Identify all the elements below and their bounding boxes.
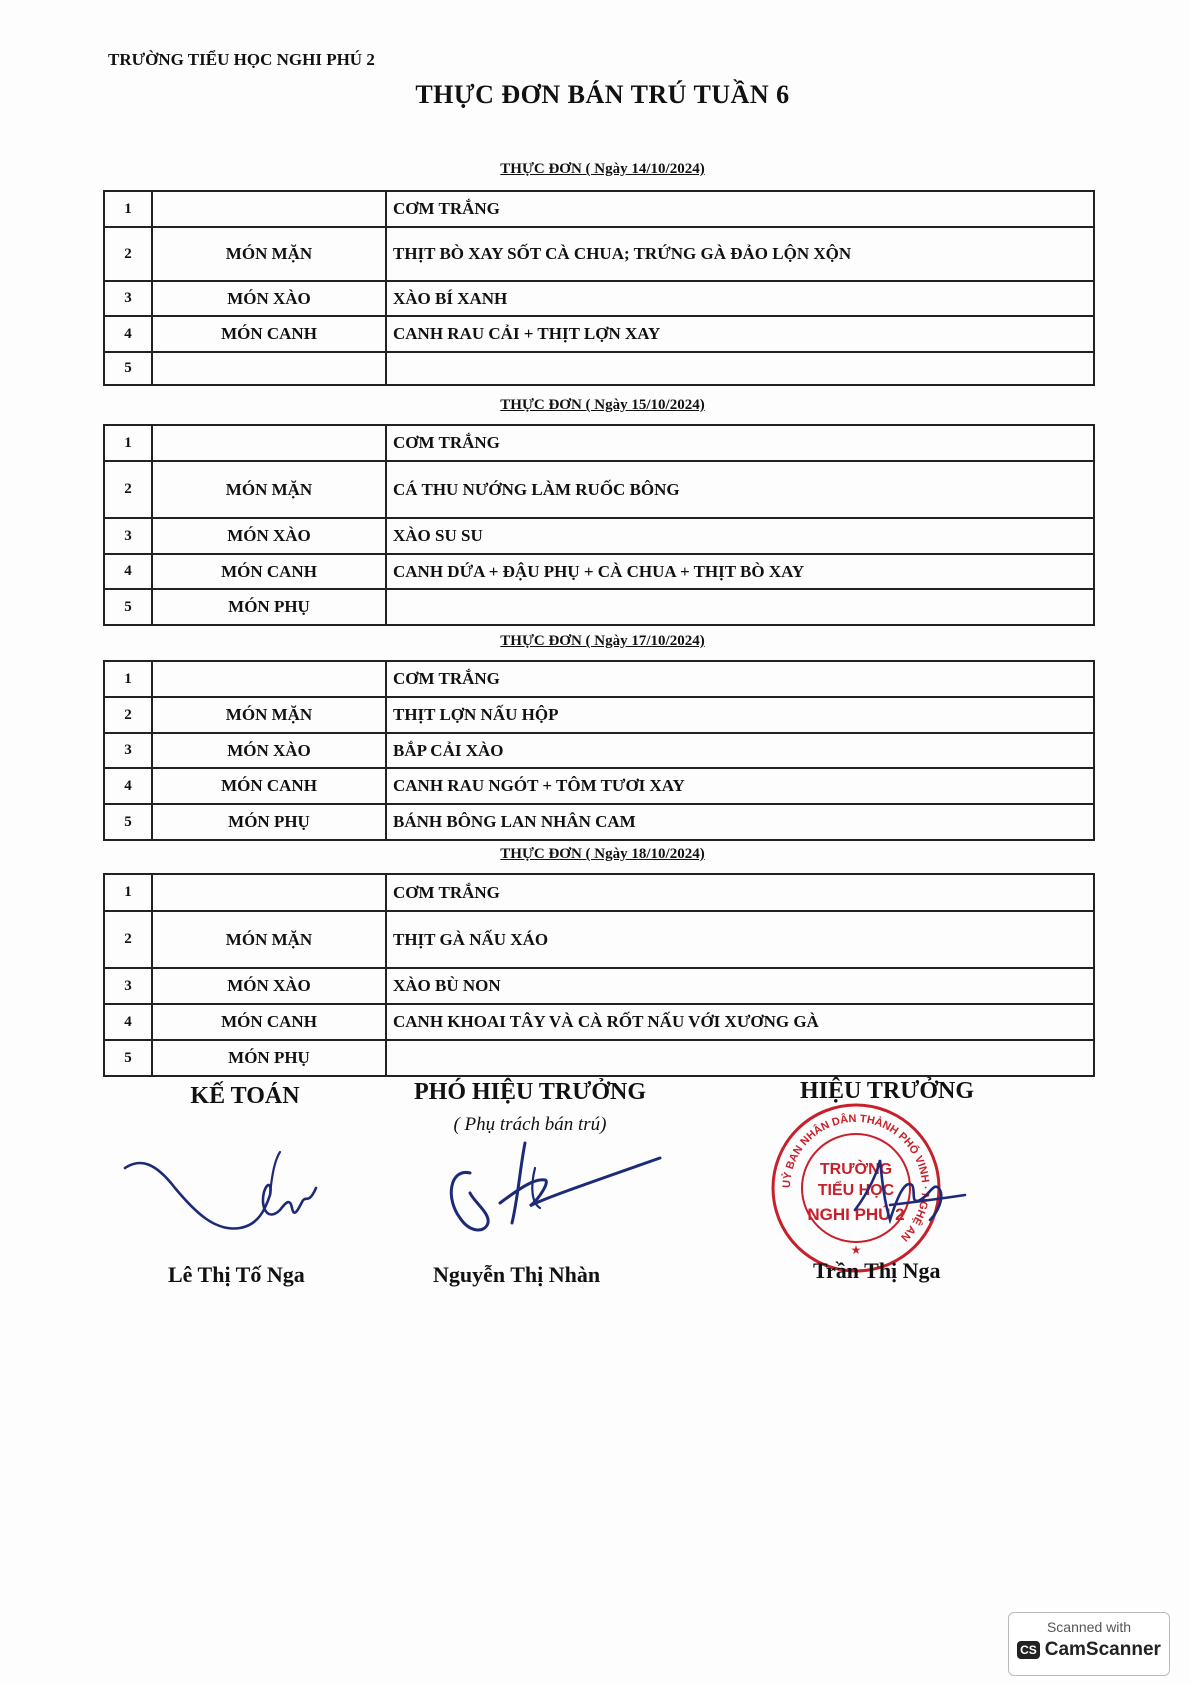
- vice-principal-signature: [440, 1128, 670, 1258]
- table-row: [104, 697, 1094, 733]
- dish-category: MÓN XÀO: [152, 518, 386, 554]
- watermark-brand: CamScanner: [1044, 1639, 1161, 1660]
- row-number: 5: [104, 804, 152, 840]
- dish-category: MÓN MẶN: [152, 461, 386, 518]
- row-number: 4: [104, 768, 152, 804]
- stamp-star-icon: ★: [850, 1243, 862, 1257]
- dish-category: MÓN XÀO: [152, 733, 386, 768]
- dish-name: [386, 1040, 1094, 1076]
- dish-name: CANH KHOAI TÂY VÀ CÀ RỐT NẤU VỚI XƯƠNG GÀ: [386, 1004, 1094, 1040]
- table-row: [104, 1040, 1094, 1076]
- table-row: [104, 804, 1094, 840]
- menu-table: [103, 660, 1095, 841]
- row-number: 5: [104, 589, 152, 625]
- dish-name: CƠM TRẮNG: [386, 874, 1094, 911]
- table-row: [104, 554, 1094, 589]
- dish-category: MÓN CANH: [152, 316, 386, 352]
- table-row: [104, 911, 1094, 968]
- dish-name: XÀO BÙ NON: [386, 968, 1094, 1004]
- watermark-caption: Scanned with: [1046, 1619, 1132, 1635]
- principal-signature-block: [772, 1078, 1002, 1105]
- dish-category: [152, 425, 386, 461]
- row-number: 1: [104, 874, 152, 911]
- accountant-name: Lê Thị Tố Nga: [168, 1262, 305, 1287]
- accountant-signature: [120, 1150, 330, 1260]
- table-row: [104, 425, 1094, 461]
- stamp-ring-text: UỶ BAN NHÂN DÂN THÀNH PHỐ VINH · NGHỆ AN: [780, 1112, 932, 1244]
- dish-name: CƠM TRẮNG: [386, 191, 1094, 227]
- vice-principal-note: ( Phụ trách bán trú): [453, 1114, 607, 1135]
- stamp-line-2: TIỂU HỌC: [817, 1182, 895, 1199]
- row-number: 2: [104, 911, 152, 968]
- menu-caption: THỰC ĐƠN ( Ngày 17/10/2024): [500, 633, 705, 649]
- row-number: 1: [104, 191, 152, 227]
- accountant-signature-block: [150, 1083, 340, 1110]
- page-title: THỰC ĐƠN BÁN TRÚ TUẦN 6: [415, 80, 790, 109]
- row-number: 5: [104, 352, 152, 385]
- row-number: 2: [104, 461, 152, 518]
- dish-name: CANH RAU CẢI + THỊT LỢN XAY: [386, 316, 1094, 352]
- table-row: [104, 968, 1094, 1004]
- dish-name: CANH DỨA + ĐẬU PHỤ + CÀ CHUA + THỊT BÒ XAY: [386, 554, 1094, 589]
- dish-name: CANH RAU NGÓT + TÔM TƯƠI XAY: [386, 768, 1094, 804]
- dish-category: [152, 191, 386, 227]
- dish-category: [152, 661, 386, 697]
- camscanner-watermark: [1008, 1612, 1170, 1676]
- row-number: 5: [104, 1040, 152, 1076]
- row-number: 3: [104, 518, 152, 554]
- row-number: 3: [104, 281, 152, 316]
- row-number: 4: [104, 316, 152, 352]
- dish-category: MÓN PHỤ: [152, 589, 386, 625]
- menu-caption: THỰC ĐƠN ( Ngày 18/10/2024): [500, 846, 705, 862]
- menu-table: [103, 190, 1095, 386]
- menu-table: [103, 873, 1095, 1077]
- principal-role: HIỆU TRƯỞNG: [799, 1078, 975, 1104]
- dish-name: BÁNH BÔNG LAN NHÂN CAM: [386, 804, 1094, 840]
- dish-category: MÓN MẶN: [152, 911, 386, 968]
- row-number: 4: [104, 554, 152, 589]
- vice-principal-role: PHÓ HIỆU TRƯỞNG: [413, 1079, 647, 1105]
- menu-caption: THỰC ĐƠN ( Ngày 15/10/2024): [500, 397, 705, 413]
- dish-name: CƠM TRẮNG: [386, 425, 1094, 461]
- table-row: [104, 281, 1094, 316]
- principal-name: Trần Thị Nga: [813, 1258, 941, 1283]
- table-row: [104, 316, 1094, 352]
- table-row: [104, 768, 1094, 804]
- dish-category: [152, 874, 386, 911]
- table-row: [104, 874, 1094, 911]
- row-number: 1: [104, 661, 152, 697]
- table-row: [104, 661, 1094, 697]
- stamp-line-1: TRƯỜNG: [819, 1161, 893, 1178]
- dish-category: MÓN CANH: [152, 1004, 386, 1040]
- dish-name: CƠM TRẮNG: [386, 661, 1094, 697]
- row-number: 3: [104, 968, 152, 1004]
- vice-principal-name: Nguyễn Thị Nhàn: [433, 1262, 601, 1287]
- dish-category: [152, 352, 386, 385]
- camscanner-logo-icon: CS: [1017, 1641, 1040, 1659]
- dish-name: BẮP CẢI XÀO: [386, 733, 1094, 768]
- dish-name: THỊT LỢN NẤU HỘP: [386, 697, 1094, 733]
- dish-name: THỊT BÒ XAY SỐT CÀ CHUA; TRỨNG GÀ ĐẢO LỘN XỘN: [386, 227, 1094, 281]
- dish-category: MÓN XÀO: [152, 281, 386, 316]
- accountant-role: KẾ TOÁN: [190, 1083, 300, 1109]
- row-number: 2: [104, 697, 152, 733]
- menu-caption: THỰC ĐƠN ( Ngày 14/10/2024): [500, 161, 705, 177]
- dish-category: MÓN CANH: [152, 554, 386, 589]
- dish-category: MÓN XÀO: [152, 968, 386, 1004]
- table-row: [104, 352, 1094, 385]
- dish-category: MÓN CANH: [152, 768, 386, 804]
- dish-name: CÁ THU NƯỚNG LÀM RUỐC BÔNG: [386, 461, 1094, 518]
- principal-signature: [850, 1150, 970, 1240]
- table-row: [104, 1004, 1094, 1040]
- dish-name: XÀO BÍ XANH: [386, 281, 1094, 316]
- stamp-line-3: NGHI PHÚ 2: [807, 1205, 905, 1224]
- dish-category: MÓN PHỤ: [152, 1040, 386, 1076]
- table-row: [104, 227, 1094, 281]
- dish-name: XÀO SU SU: [386, 518, 1094, 554]
- table-row: [104, 733, 1094, 768]
- table-row: [104, 461, 1094, 518]
- dish-name: [386, 352, 1094, 385]
- row-number: 2: [104, 227, 152, 281]
- school-name: TRƯỜNG TIỂU HỌC NGHI PHÚ 2: [108, 50, 375, 69]
- table-row: [104, 589, 1094, 625]
- dish-category: MÓN MẶN: [152, 227, 386, 281]
- dish-name: [386, 589, 1094, 625]
- table-row: [104, 191, 1094, 227]
- dish-category: MÓN MẶN: [152, 697, 386, 733]
- table-row: [104, 518, 1094, 554]
- dish-name: THỊT GÀ NẤU XÁO: [386, 911, 1094, 968]
- dish-category: MÓN PHỤ: [152, 804, 386, 840]
- row-number: 4: [104, 1004, 152, 1040]
- row-number: 1: [104, 425, 152, 461]
- row-number: 3: [104, 733, 152, 768]
- menu-table: [103, 424, 1095, 626]
